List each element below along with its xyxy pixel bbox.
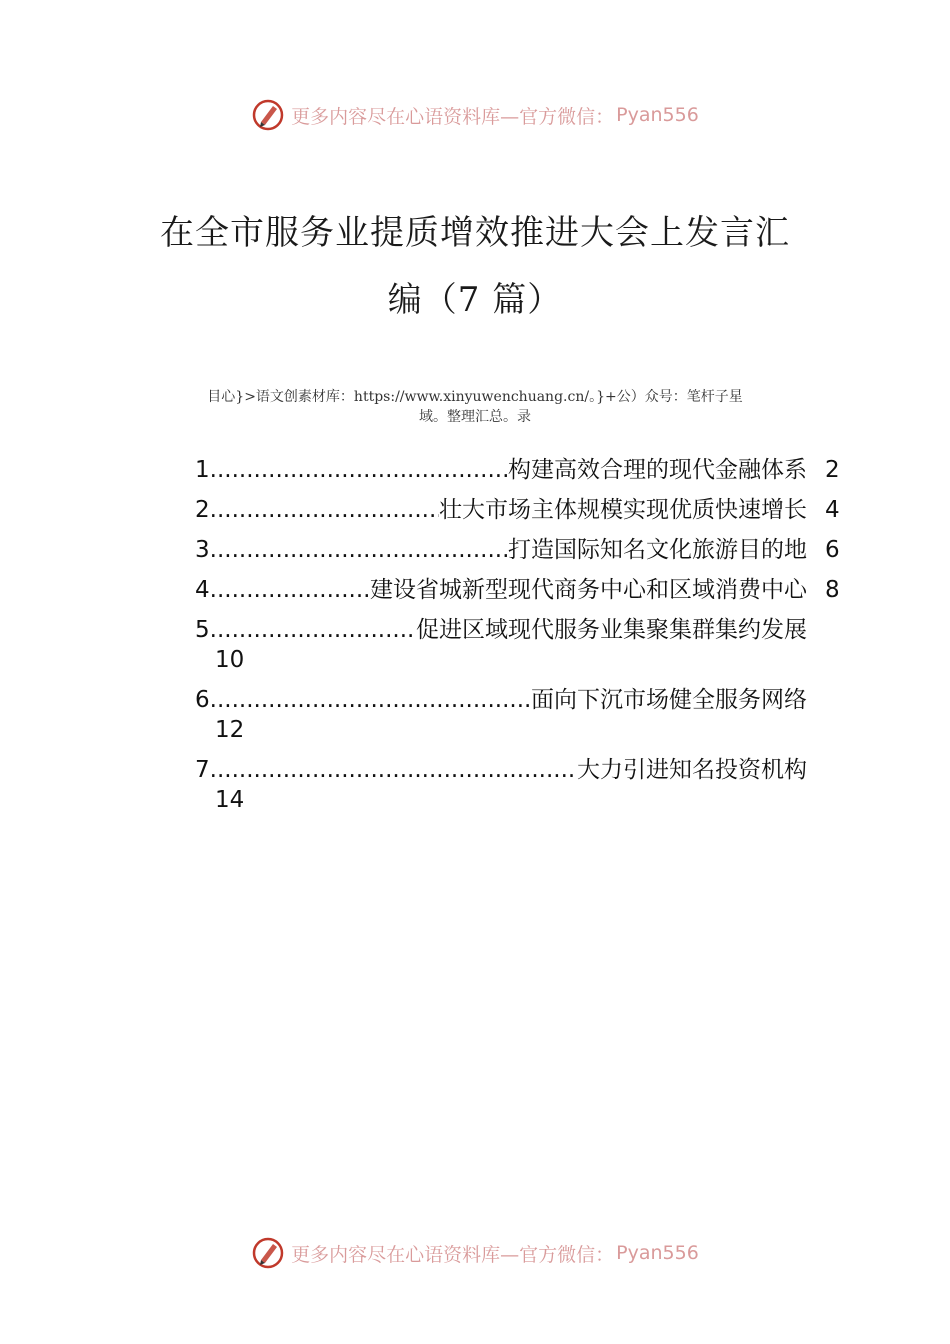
source-note-line1: 目心}>语文创素材库：https://www.xinyuwenchuang.cn/。}+公）众号：笔杆子星: [207, 389, 743, 405]
toc-entry[interactable]: [195, 535, 845, 565]
toc-leader-dots: [210, 455, 508, 485]
toc-leader-dots: [210, 615, 416, 645]
toc-entry-title: 建设省城新型现代商务中心和区域消费中心: [370, 577, 807, 603]
toc-entry-page: 2: [825, 457, 840, 483]
toc-entry-number: 5: [195, 617, 210, 643]
toc-entry[interactable]: [195, 755, 845, 815]
pen-logo-icon: [251, 1236, 285, 1270]
toc-leader-dots: [210, 495, 439, 525]
toc-entry-number: 7: [195, 757, 210, 783]
toc-entry-page: 12: [215, 717, 245, 743]
toc-entry-page: 8: [825, 577, 840, 603]
table-of-contents: [195, 455, 845, 815]
toc-entry-number: 2: [195, 497, 210, 523]
toc-entry-number: 3: [195, 537, 210, 563]
toc-entry[interactable]: [195, 685, 845, 745]
toc-entry-title: 打造国际知名文化旅游目的地: [508, 537, 807, 563]
toc-entry-title: 大力引进知名投资机构: [577, 757, 807, 783]
toc-entry-title: 促进区域现代服务业集聚集群集约发展: [416, 617, 807, 643]
toc-entry-number: 1: [195, 457, 210, 483]
toc-entry-title: 壮大市场主体规模实现优质快速增长: [439, 497, 807, 523]
footer-watermark: [0, 1233, 950, 1273]
toc-entry-page: 4: [825, 497, 840, 523]
toc-leader-dots: [210, 535, 508, 565]
toc-entry-page: 14: [215, 787, 245, 813]
source-note-line2: 域。整理汇总。录: [419, 409, 531, 425]
toc-entry-number: 4: [195, 577, 210, 603]
toc-entry-number: 6: [195, 687, 210, 713]
toc-leader-dots: [210, 575, 370, 605]
document-title-line2: 编（7 篇）: [387, 280, 563, 320]
pen-logo-icon: [251, 98, 285, 132]
toc-entry[interactable]: [195, 495, 845, 525]
toc-entry-page: 10: [215, 647, 245, 673]
toc-entry-title: 构建高效合理的现代金融体系: [508, 457, 807, 483]
watermark-text: 更多内容尽在心语资料库—官方微信：: [291, 105, 615, 128]
toc-entry-title: 面向下沉市场健全服务网络: [531, 687, 807, 713]
toc-entry-page: 6: [825, 537, 840, 563]
toc-entry[interactable]: [195, 455, 845, 485]
document-title-line1: 在全市服务业提质增效推进大会上发言汇: [160, 213, 790, 253]
watermark-id: Pyan556: [616, 104, 699, 126]
watermark-id: Pyan556: [616, 1242, 699, 1264]
toc-leader-dots: [210, 685, 531, 715]
watermark-text: 更多内容尽在心语资料库—官方微信：: [291, 1243, 615, 1266]
toc-leader-dots: [210, 755, 577, 785]
header-watermark: [0, 95, 950, 135]
toc-entry[interactable]: [195, 575, 845, 605]
toc-entry[interactable]: [195, 615, 845, 675]
